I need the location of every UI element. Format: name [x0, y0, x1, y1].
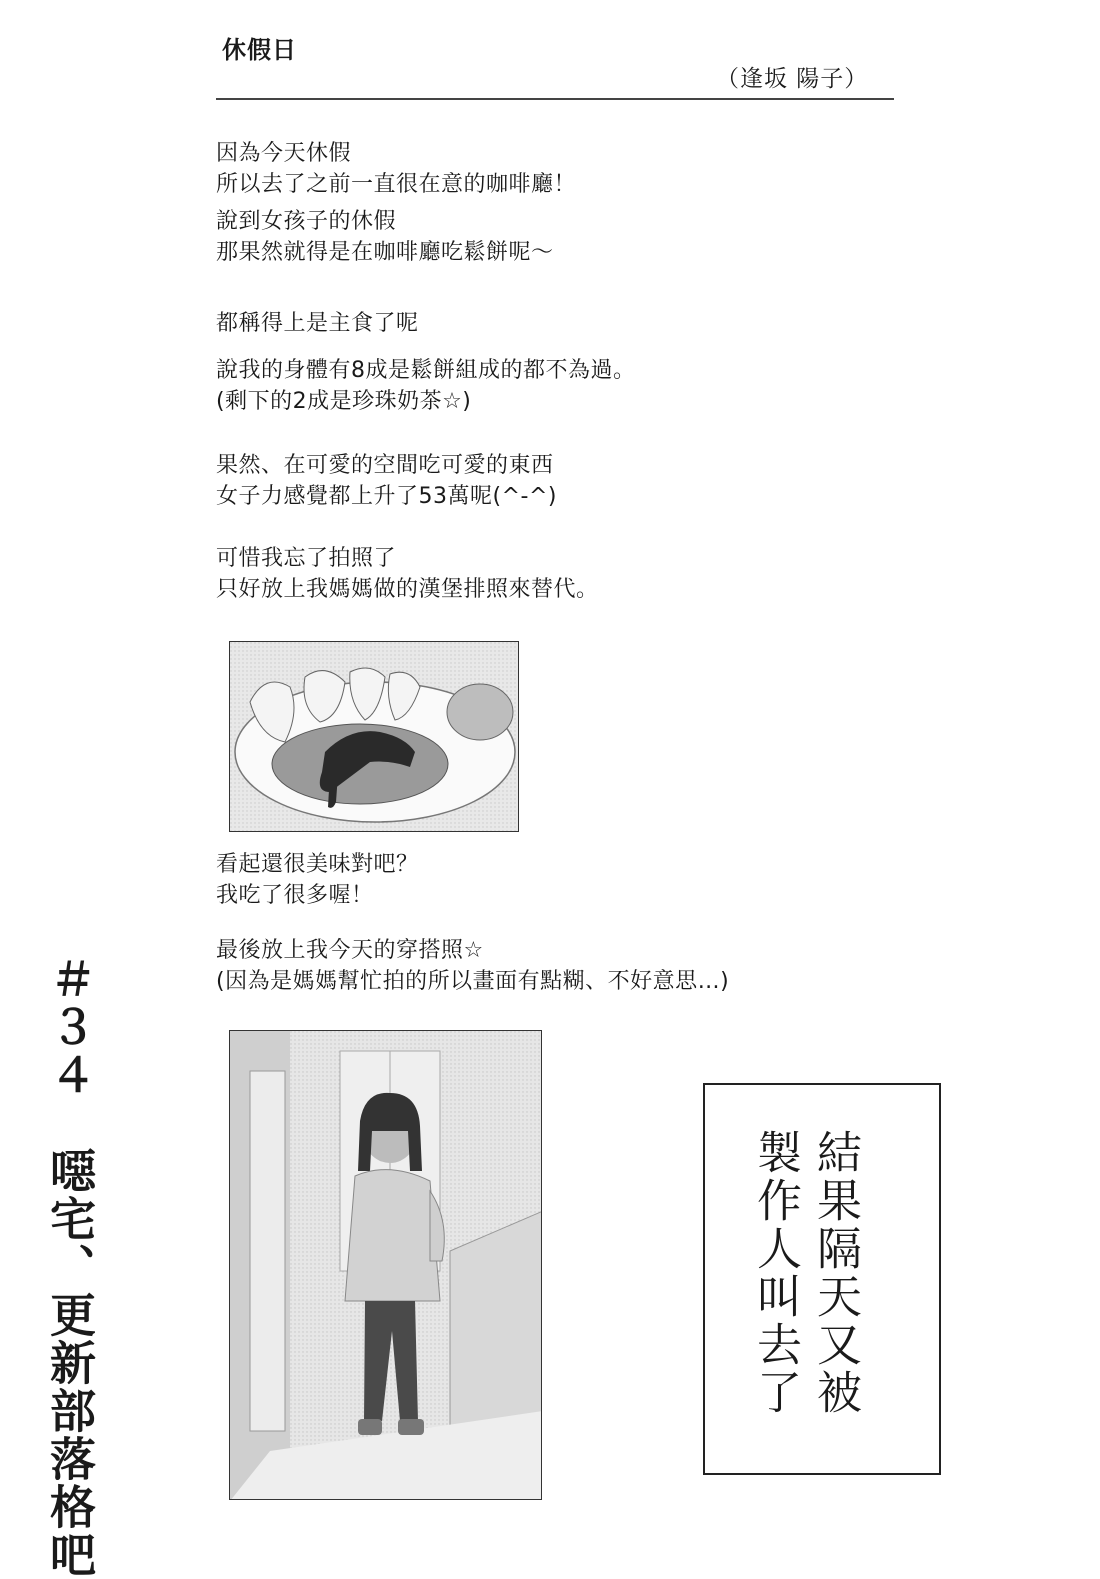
paragraph-7: 看起還很美味對吧？ 我吃了很多喔！ — [216, 852, 419, 908]
paragraph-2: 說到女孩子的休假 那果然就得是在咖啡廳吃鬆餅呢〜 — [216, 209, 554, 265]
paragraph-6: 可惜我忘了拍照了 只好放上我媽媽做的漢堡排照來替代。 — [216, 546, 599, 602]
outfit-illustration — [230, 1031, 542, 1500]
paragraph-8: 最後放上我今天的穿搭照☆ (因為是媽媽幫忙拍的所以畫面有點糊、不好意思…) — [216, 938, 730, 994]
blog-title: 休假日 — [222, 36, 297, 64]
paragraph-5: 果然、在可愛的空間吃可愛的東西 女子力感覺都上升了53萬呢(^-^) — [216, 453, 557, 509]
hamburg-steak-photo — [229, 641, 519, 832]
paragraph-4: 說我的身體有8成是鬆餅組成的都不為過。 (剩下的2成是珍珠奶茶☆) — [216, 358, 636, 414]
caption-text: 結果隔天又被 製作人叫去了 — [749, 1129, 862, 1417]
author-name: （逢坂 陽子） — [716, 66, 869, 92]
paragraph-3: 都稱得上是主食了呢 — [216, 311, 419, 336]
caption-box — [703, 1083, 941, 1475]
outfit-photo — [229, 1030, 542, 1500]
title-divider — [216, 98, 894, 100]
hamburg-steak-illustration — [230, 642, 519, 832]
chapter-title: ＃３４ 噁宅、更新部落格吧 — [43, 955, 97, 1579]
paragraph-1: 因為今天休假 所以去了之前一直很在意的咖啡廳！ — [216, 141, 577, 197]
